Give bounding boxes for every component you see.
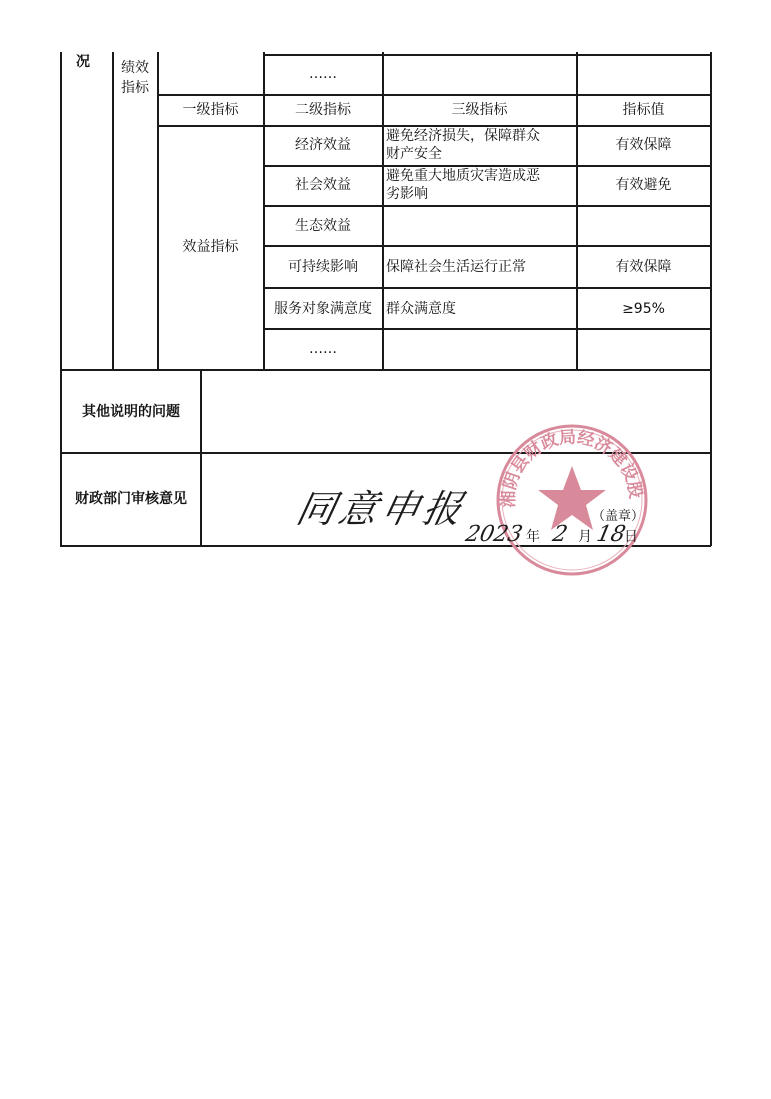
header-level2: 二级指标 (295, 102, 351, 118)
grid-line (382, 52, 384, 370)
grid-line (263, 287, 711, 289)
section-label-fragment: 况 (76, 54, 90, 70)
grid-line (60, 369, 711, 371)
table-cell-level2: 生态效益 (295, 218, 351, 234)
date-day-handwritten: 18 (594, 522, 628, 547)
finance-review-label: 财政部门审核意见 (75, 491, 187, 507)
official-seal-icon (492, 420, 652, 580)
table-cell-level2: 社会效益 (295, 177, 351, 193)
grid-line (200, 370, 202, 546)
header-level1: 一级指标 (182, 102, 239, 118)
ellipsis-row-top: …… (309, 66, 337, 82)
date-day-char: 日 (624, 529, 638, 545)
grid-line (263, 328, 711, 330)
date-year-char: 年 (526, 529, 540, 545)
table-cell-level2: 经济效益 (295, 137, 351, 153)
ellipsis-row-bottom: …… (309, 341, 337, 357)
table-border-left (60, 52, 62, 546)
table-cell-level3: 保障社会生活运行正常 (386, 259, 526, 275)
table-cell-level3: 避免重大地质灾害造成恶 劣影响 (386, 168, 540, 202)
grid-line (157, 52, 159, 370)
grid-line (263, 205, 711, 207)
header-level3: 三级指标 (451, 102, 508, 118)
grid-line (263, 245, 711, 247)
satisfaction-level3: 群众满意度 (386, 301, 456, 317)
table-cell-level2: 可持续影响 (288, 259, 358, 275)
performance-indicator-label: 绩效 指标 (121, 60, 149, 96)
grid-line (157, 94, 711, 96)
seal-note: （盖章） (592, 509, 645, 524)
svg-text:湘阴县财政局经济建设股: 湘阴县财政局经济建设股 (498, 427, 646, 508)
satisfaction-value: ≥95% (622, 301, 665, 317)
table-cell-value: 有效保障 (615, 137, 672, 153)
date-month-handwritten: 2 (550, 522, 570, 547)
table-cell-level3: 避免经济损失，保障群众 财产安全 (386, 128, 540, 162)
benefit-level1-label: 效益指标 (182, 239, 239, 255)
grid-line (263, 54, 711, 56)
grid-line (576, 52, 578, 370)
other-notes-label: 其他说明的问题 (82, 404, 180, 420)
table-cell-value: 有效保障 (615, 259, 672, 275)
grid-line (263, 52, 265, 370)
table-cell-value: 有效避免 (615, 177, 672, 193)
satisfaction-level2: 服务对象满意度 (274, 301, 372, 317)
handwritten-opinion: 同意申报 (292, 487, 470, 531)
date-month-char: 月 (578, 529, 592, 545)
date-year-handwritten: 2023 (463, 522, 525, 547)
grid-line (112, 52, 114, 370)
header-value: 指标值 (622, 102, 665, 118)
